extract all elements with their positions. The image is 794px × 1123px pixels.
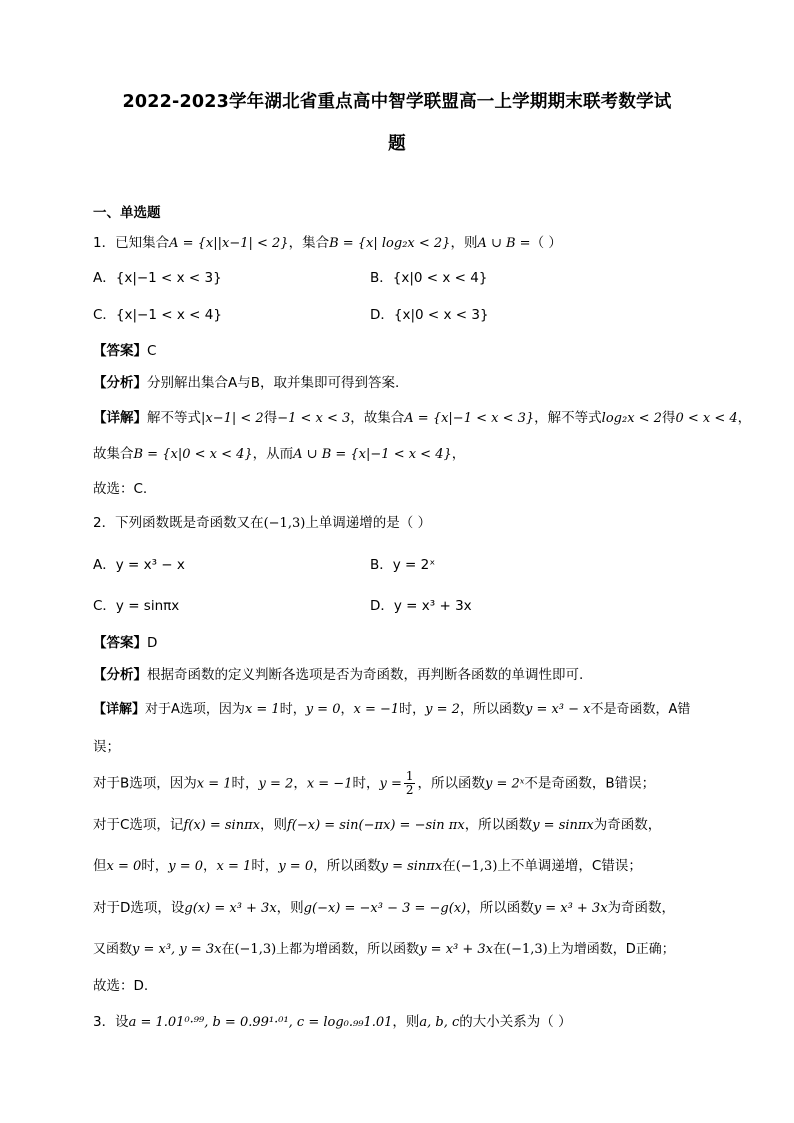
- q1-option-a: A．{x|−1 < x < 3}: [93, 270, 222, 286]
- q2-analysis: 【分析】根据奇函数的定义判断各选项是否为奇函数，再判断各函数的单调性即可.: [93, 667, 584, 683]
- q3-stem: 3．设a = 1.01⁰·⁹⁹, b = 0.99¹·⁰¹, c = log₀.₉₉1.01，则a, b, c的大小关系为（ ）: [93, 1014, 572, 1030]
- q2-detail-d-line1: 对于D选项，设g(x) = x³ + 3x，则g(−x) = −x³ − 3 = −g(x)，所以函数y = x³ + 3x为奇函数，: [93, 900, 676, 916]
- q2-answer: 【答案】D: [93, 635, 158, 651]
- q1-stem: 1．已知集合A = {x||x−1| < 2}，集合B = {x| log₂x < 2}，则A ∪ B =（ ）: [93, 235, 562, 251]
- one-half-fraction: $\frac{1}{2}$: [405, 769, 414, 797]
- q2-option-b: B．y = 2ˣ: [370, 557, 436, 573]
- section-heading: 一、单选题: [93, 205, 161, 221]
- q2-conclusion: 故选：D.: [93, 978, 149, 994]
- q1-detail-line2: 故集合B = {x|0 < x < 4}，从而A ∪ B = {x|−1 < x < 4}，: [93, 446, 466, 462]
- q1-detail-line1: 【详解】解不等式|x−1| < 2得−1 < x < 3，故集合A = {x|−1 < x < 3}，解不等式log₂x < 2得0 < x < 4，: [93, 410, 752, 426]
- document-title-line1: 2022-2023学年湖北省重点高中智学联盟高一上学期期末联考数学试: [122, 92, 672, 112]
- q2-option-c: C．y = sinπx: [93, 598, 180, 614]
- q1-conclusion: 故选：C.: [93, 481, 148, 497]
- q1-option-d: D．{x|0 < x < 3}: [370, 307, 489, 323]
- q1-option-b: B．{x|0 < x < 4}: [370, 270, 488, 286]
- q2-detail-a-line1: 【详解】对于A选项，因为x = 1时，y = 0，x = −1时，y = 2，所以函数y = x³ − x不是奇函数，A错: [93, 702, 691, 717]
- q2-stem: 2．下列函数既是奇函数又在(−1,3)上单调递增的是（ ）: [93, 515, 432, 531]
- q2-option-d: D．y = x³ + 3x: [370, 598, 472, 614]
- document-title-line2: 题: [388, 134, 406, 154]
- q2-detail-b: 对于B选项，因为x = 1时，y = 2，x = −1时，y = $\frac{1}{2}$ ，所以函数y = 2ˣ不是奇函数，B错误；: [93, 769, 656, 797]
- q2-detail-c-line1: 对于C选项，记f(x) = sinπx，则f(−x) = sin(−πx) = −sin πx，所以函数y = sinπx为奇函数，: [93, 817, 662, 833]
- q2-detail-a-line2: 误；: [93, 739, 120, 755]
- q1-analysis: 【分析】分别解出集合A与B，取并集即可得到答案.: [93, 375, 400, 391]
- q2-detail-d-line2: 又函数y = x³, y = 3x在(−1,3)上都为增函数，所以函数y = x³ + 3x在(−1,3)上为增函数，D正确；: [93, 942, 675, 957]
- q2-option-a: A．y = x³ − x: [93, 557, 185, 573]
- q1-answer: 【答案】C: [93, 343, 157, 359]
- q2-detail-c-line2: 但x = 0时，y = 0，x = 1时，y = 0，所以函数y = sinπx在(−1,3)上不单调递增，C错误；: [93, 858, 642, 874]
- q1-option-c: C．{x|−1 < x < 4}: [93, 307, 222, 323]
